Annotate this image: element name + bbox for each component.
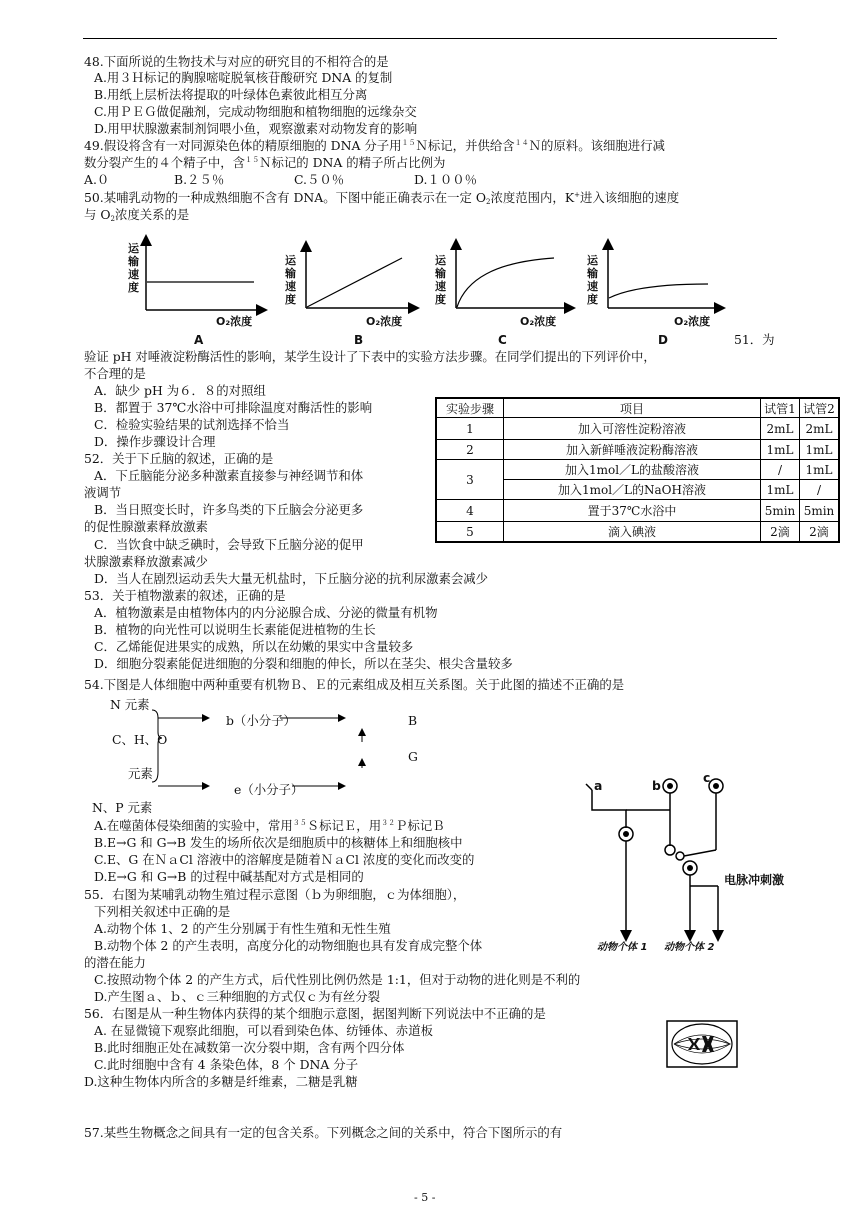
q54-element: 元素: [128, 766, 153, 781]
graph-d-ylabel: 运 输 速 度: [587, 254, 598, 306]
q52-stem: 52．关于下丘脑的叙述，正确的是: [84, 451, 274, 466]
graph-d-letter: D: [658, 333, 668, 347]
q51-line3: 不合理的是: [84, 366, 146, 381]
table-cell: /: [800, 480, 839, 500]
q52-option-a-line2: 液调节: [84, 485, 122, 500]
graph-b-curve: [307, 258, 402, 307]
table-cell: 滴入碘液: [504, 522, 761, 542]
table-cell: 加入可溶性淀粉溶液: [504, 418, 761, 440]
q55-label-b: b: [652, 778, 661, 793]
q55-label-c: c: [703, 770, 711, 785]
table-cell: 1mL: [800, 460, 839, 480]
graph-d: [608, 244, 720, 308]
q56-option-a: A. 在显微镜下观察此细胞，可以看到染色体、纺锤体、赤道板: [94, 1023, 433, 1038]
q55-option-b-line1: B.动物个体 2 的产生表明，高度分化的动物细胞也具有发育成完整个体: [94, 938, 483, 953]
q55-option-c: C.按照动物个体 2 的产生方式，后代性别比例仍然是 1:1，但对于动物的进化则是不利的: [94, 972, 581, 987]
q53-option-d: D．细胞分裂素能促进细胞的分裂和细胞的伸长，所以在茎尖、根尖含量较多: [94, 656, 513, 671]
graph-b: [306, 246, 414, 308]
graph-a: [146, 240, 262, 310]
table-cell: 4: [437, 500, 504, 522]
q56-option-b: B.此时细胞正处在减数第一次分裂中期，含有两个四分体: [94, 1040, 405, 1055]
q55-shock-label: 电脉冲刺激: [724, 873, 785, 887]
q55-individual-2: 动物个体 2: [664, 942, 715, 953]
q52-option-d: D．当人在剧烈运动丢失大量无机盐时，下丘脑分泌的抗利尿激素会减少: [94, 571, 489, 586]
table-cell: 1: [437, 418, 504, 440]
q54-b-small-molecule: b（小分子）: [226, 713, 296, 728]
q51-option-d: D．操作步骤设计合理: [94, 434, 216, 449]
q54-cho-element: C、H、O: [112, 732, 168, 747]
graph-d-xlabel: O₂浓度: [674, 315, 711, 328]
table-cell: 2mL: [761, 418, 800, 440]
table-header: 项目: [504, 399, 761, 418]
q52-option-c-line1: C．当饮食中缺乏碘时，会导致下丘脑分泌的促甲: [94, 537, 364, 552]
graph-b-letter: B: [354, 333, 364, 347]
experiment-table: [436, 398, 839, 542]
table-header: 实验步骤: [437, 399, 504, 418]
table-row: [437, 500, 839, 522]
table-cell: 加入1mol／L的盐酸溶液: [504, 460, 761, 480]
q50-graphs: [84, 232, 784, 350]
table-header-row: [437, 399, 839, 418]
table-cell: 加入1mol／L的NaOH溶液: [504, 480, 761, 500]
table-cell: 1mL: [761, 480, 800, 500]
graph-d-curve: [609, 284, 708, 298]
q55-label-a: a: [594, 778, 603, 793]
q51-number: 51．为: [734, 332, 775, 347]
table-cell: 2滴: [761, 522, 800, 542]
q48-option-d: D.用甲状腺激素制剂饲喂小鱼，观察激素对动物发育的影响: [94, 121, 418, 136]
graph-c-xlabel: O₂浓度: [520, 315, 557, 328]
table-cell: 5min: [800, 500, 839, 522]
q54-option-a: A.在噬菌体侵染细菌的实验中，常用$^{35}$Ｓ标记Ｅ，用$^{32}$Ｐ标记Ｂ: [94, 818, 445, 833]
q54-n-element: N 元素: [110, 697, 150, 712]
q56-option-d: D.这种生物体内所含的多糖是纤维素，二糖是乳糖: [84, 1074, 358, 1089]
q49-line1: 49.假设将含有一对同源染色体的精原细胞的 DNA 分子用$^{15}$Ｎ标记，并供给含$^{14}$Ｎ的原料。该细胞进行减: [84, 138, 665, 153]
q53-option-a: A．植物激素是由植物体内的内分泌腺合成、分泌的微量有机物: [94, 605, 438, 620]
q56-option-c: C.此时细胞中含有 4 条染色体，8 个 DNA 分子: [94, 1057, 359, 1072]
q55-option-b-line2: 的潜在能力: [84, 955, 146, 970]
q55-diagram: [570, 768, 790, 948]
q54-option-d: D.E→G 和 G→B 的过程中碱基配对方式是相同的: [94, 869, 364, 884]
graph-c-ylabel: 运 输 速 度: [435, 254, 446, 306]
q55-option-a: A.动物个体 1、2 的产生分别属于有性生殖和无性生殖: [94, 921, 391, 936]
q54-node-b: B: [408, 713, 418, 728]
q53-stem: 53．关于植物激素的叙述，正确的是: [84, 588, 286, 603]
q49-option-d: D.１００％: [414, 172, 477, 187]
table-cell: 5: [437, 522, 504, 542]
q49-line2: 数分裂产生的４个精子中，含$^{15}$Ｎ标记的 DNA 的精子所占比例为: [84, 155, 446, 170]
q55-stem-line2: 下列相关叙述中正确的是: [94, 904, 231, 919]
q51-option-b: B．都置于 37℃水浴中可排除温度对酶活性的影响: [94, 400, 373, 415]
q49-option-c: C.５０％: [294, 172, 345, 187]
q51-option-a: A．缺少 pH 为６．８的对照组: [94, 383, 266, 398]
q48-stem: 48.下面所说的生物技术与对应的研究目的不相符合的是: [84, 54, 389, 69]
table-cell: 2mL: [800, 418, 839, 440]
q48-option-c: C.用ＰＥＧ做促融剂，完成动物细胞和植物细胞的远缘杂交: [94, 104, 417, 119]
enucleated-egg-icon: [665, 845, 675, 855]
q54-option-c: C.E、G 在ＮａCl 溶液中的溶解度是随着ＮａCl 浓度的变化而改变的: [94, 852, 475, 867]
q56-stem: 56．右图是从一种生物体内获得的某个细胞示意图，据图判断下列说法中不正确的是: [84, 1006, 546, 1021]
graph-b-ylabel: 运 输 速 度: [285, 254, 296, 306]
q50-line2: 与 $O_2$浓度关系的是: [84, 207, 190, 223]
graph-c: [456, 244, 570, 308]
table-row: [437, 460, 839, 480]
graph-a-letter: A: [194, 333, 204, 347]
graph-a-ylabel: 运 输 速 度: [128, 242, 139, 294]
q54-stem: 54.下图是人体细胞中两种重要有机物Ｂ、Ｅ的元素组成及相互关系图。关于此图的描述不正确的是: [84, 677, 625, 692]
q52-option-c-line2: 状腺激素释放激素减少: [84, 554, 208, 569]
table-cell: 1mL: [761, 440, 800, 460]
table-header: 试管1: [761, 399, 800, 418]
q53-option-b: B．植物的向光性可以说明生长素能促进植物的生长: [94, 622, 376, 637]
q51-option-c: C．检验实验结果的试剂选择不恰当: [94, 417, 290, 432]
table-header: 试管2: [800, 399, 839, 418]
q48-option-a: A.用３Ｈ标记的胸腺嘧啶脱氧核苷酸研究 DNA 的复制: [94, 70, 393, 85]
table-cell: 1mL: [800, 440, 839, 460]
table-cell: 加入新鲜唾液淀粉酶溶液: [504, 440, 761, 460]
q54-node-g: G: [408, 749, 418, 764]
q51-line2: 验证 pH 对唾液淀粉酶活性的影响，某学生设计了下表中的实验方法步骤。在同学们提出的下列评价中，: [84, 349, 656, 364]
q55-individual-1: 动物个体 1: [597, 942, 648, 953]
table-cell: /: [761, 460, 800, 480]
q54-np-element: N、P 元素: [92, 800, 153, 815]
q52-option-a-line1: A．下丘脑能分泌多种激素直接参与神经调节和体: [94, 468, 364, 483]
q55-stem: 55．右图为某哺乳动物生殖过程示意图（ｂ为卵细胞，ｃ为体细胞），: [84, 887, 466, 902]
table-cell: 3: [437, 460, 504, 500]
graph-c-curve: [457, 258, 554, 307]
q52-option-b-line2: 的促性腺激素释放激素: [84, 519, 208, 534]
graph-b-xlabel: O₂浓度: [366, 315, 403, 328]
q50-line1: 50.某哺乳动物的一种成熟细胞不含有 DNA。下图中能正确表示在一定 $O_2$浓度范围内，K+进入该细胞的速度: [84, 190, 680, 206]
q52-option-b-line1: B．当日照变长时，许多鸟类的下丘脑会分泌更多: [94, 502, 364, 517]
table-cell: 置于37℃水浴中: [504, 500, 761, 522]
table-cell: 5min: [761, 500, 800, 522]
table-row: [437, 418, 839, 440]
graph-c-letter: C: [498, 333, 507, 347]
q48-option-b: B.用纸上层析法将提取的叶绿体色素彼此相互分离: [94, 87, 368, 102]
q49-option-b: B.２５％: [174, 172, 225, 187]
header-rule: [83, 38, 777, 39]
page-number: - 5 -: [414, 1191, 436, 1204]
table-row: [437, 522, 839, 542]
q56-cell-figure: [666, 1020, 738, 1068]
table-cell: 2滴: [800, 522, 839, 542]
q57-stem: 57.某些生物概念之间具有一定的包含关系。下列概念之间的关系中，符合下图所示的有: [84, 1125, 563, 1140]
q53-option-c: C．乙烯能促进果实的成熟，所以在幼嫩的果实中含量较多: [94, 639, 414, 654]
q55-option-d: D.产生图ａ、ｂ、ｃ三种细胞的方式仅ｃ为有丝分裂: [94, 989, 381, 1004]
q54-option-b: B.E→G 和 G→B 发生的场所依次是细胞质中的核糖体上和细胞核中: [94, 835, 463, 850]
table-cell: 2: [437, 440, 504, 460]
table-row: [437, 440, 839, 460]
q54-e-small-molecule: e（小分子）: [234, 782, 304, 797]
q49-option-a: A.０: [84, 172, 110, 187]
graph-a-xlabel: O₂浓度: [216, 315, 253, 328]
